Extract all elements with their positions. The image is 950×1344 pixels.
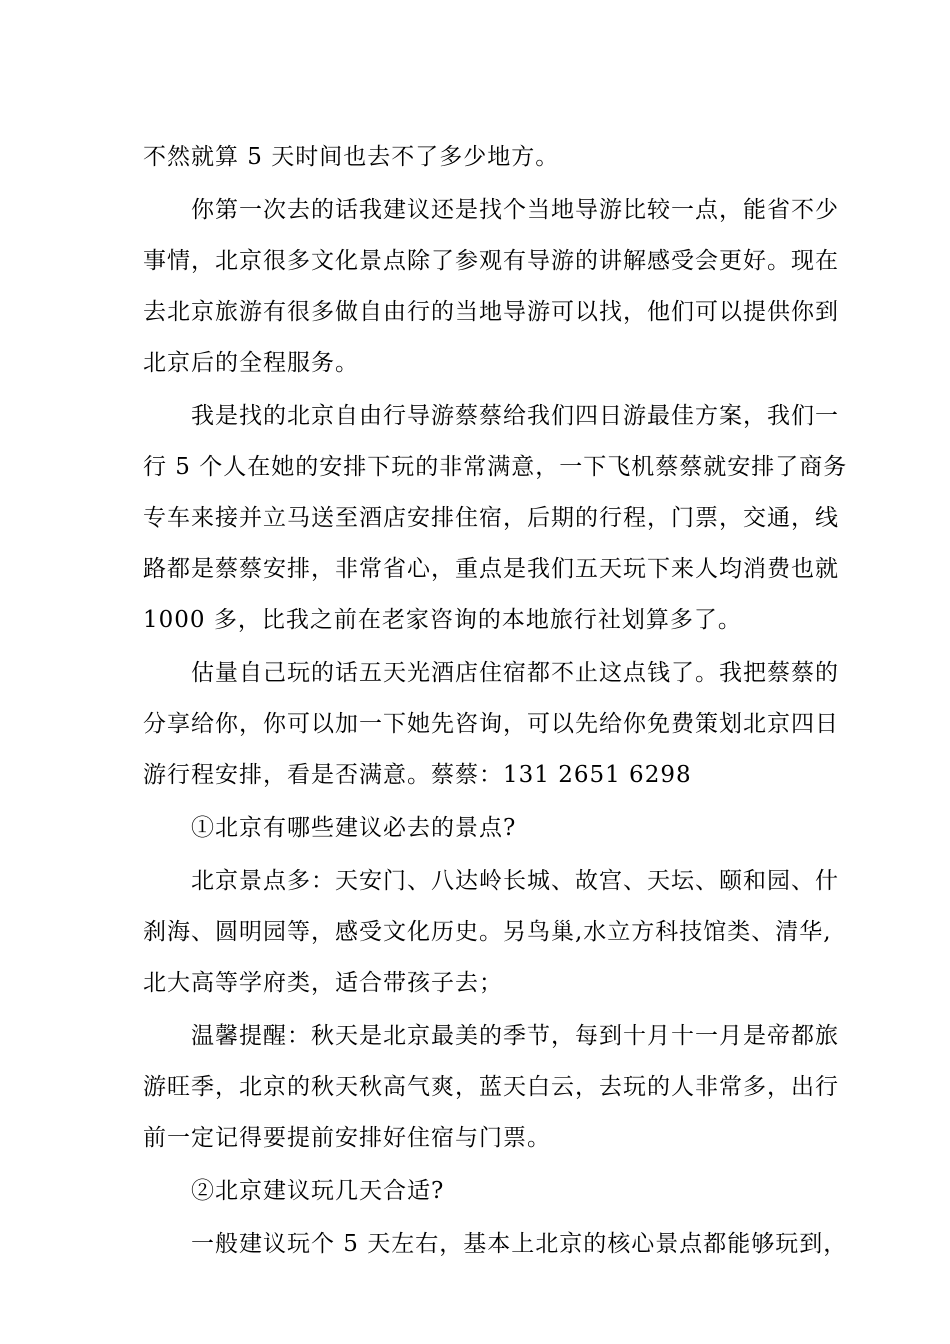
- text-line: 行 5 个人在她的安排下玩的非常满意，一下飞机蔡蔡就安排了商务: [143, 454, 848, 480]
- text-line: 不然就算 5 天时间也去不了多少地方。: [143, 144, 560, 170]
- paragraph: [143, 1011, 839, 1164]
- text-line: 分享给你，你可以加一下她先咨询，可以先给你免费策划北京四日: [143, 711, 839, 737]
- text-line: 你第一次去的话我建议还是找个当地导游比较一点，能省不少: [191, 197, 839, 223]
- section-heading: ②北京建议玩几天合适?: [191, 1178, 445, 1204]
- text-line: 估量自己玩的话五天光酒店住宿都不止这点钱了。我把蔡蔡的: [191, 660, 839, 686]
- document-body: [143, 132, 848, 1272]
- text-line: 前一定记得要提前安排好住宿与门票。: [143, 1125, 551, 1151]
- section-heading: ①北京有哪些建议必去的景点?: [191, 815, 517, 841]
- paragraph: [143, 132, 813, 183]
- text-line: 一般建议玩个 5 天左右，基本上北京的核心景点都能够玩到，: [191, 1231, 848, 1257]
- text-line: 北京后的全程服务。: [143, 350, 359, 376]
- text-line: 北京景点多：天安门、八达岭长城、故宫、天坛、颐和园、什: [191, 868, 839, 894]
- text-line: 刹海、圆明园等，感受文化历史。另鸟巢,水立方科技馆类、清华,: [143, 919, 832, 945]
- paragraph: [143, 1166, 813, 1217]
- text-line: 1000 多，比我之前在老家咨询的本地旅行社划算多了。: [143, 607, 742, 633]
- text-line: 专车来接并立马送至酒店安排住宿，后期的行程，门票，交通，线: [143, 505, 839, 531]
- paragraph: [143, 803, 813, 854]
- text-line: 游旺季，北京的秋天秋高气爽，蓝天白云，去玩的人非常多，出行: [143, 1074, 839, 1100]
- text-line: 游行程安排，看是否满意。蔡蔡：131 2651 6298: [143, 762, 692, 788]
- paragraph: [143, 391, 848, 646]
- paragraph: [143, 648, 839, 801]
- text-line: 我是找的北京自由行导游蔡蔡给我们四日游最佳方案，我们一: [191, 403, 839, 429]
- text-line: 事情，北京很多文化景点除了参观有导游的讲解感受会更好。现在: [143, 248, 839, 274]
- text-line: 温馨提醒：秋天是北京最美的季节，每到十月十一月是帝都旅: [191, 1023, 839, 1049]
- text-line: 去北京旅游有很多做自由行的当地导游可以找，他们可以提供你到: [143, 299, 839, 325]
- text-line: 北大高等学府类，适合带孩子去；: [143, 970, 503, 996]
- paragraph: [143, 856, 839, 1009]
- text-line: 路都是蔡蔡安排，非常省心，重点是我们五天玩下来人均消费也就: [143, 556, 839, 582]
- paragraph: [143, 185, 839, 389]
- paragraph: [143, 1219, 848, 1270]
